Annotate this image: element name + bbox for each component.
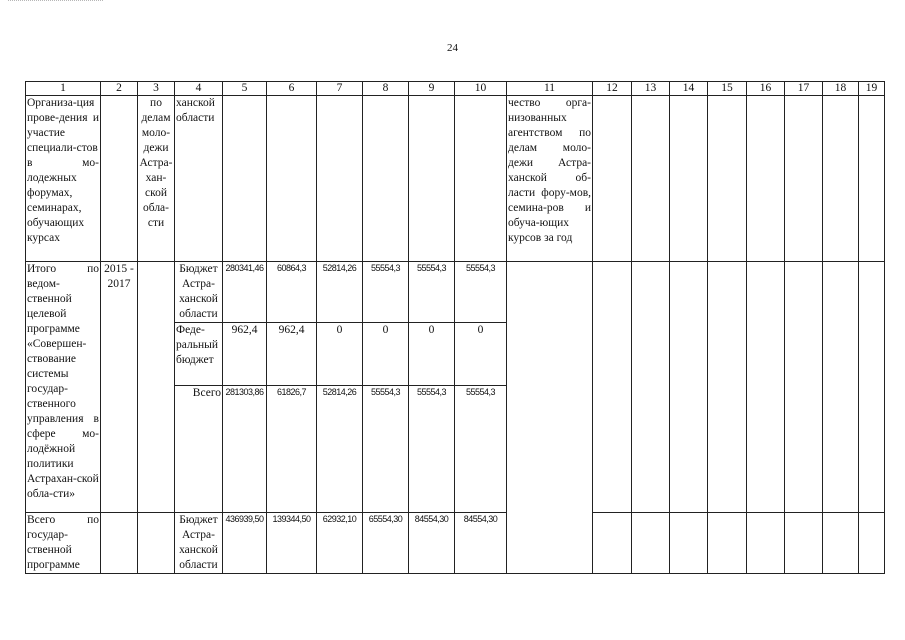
header-cell: 3	[138, 82, 175, 96]
amount-cell: 55554,3	[363, 262, 409, 323]
amount-cell: 0	[409, 323, 455, 386]
amount-cell: 436939,50	[223, 513, 267, 574]
header-cell: 10	[455, 82, 507, 96]
itogo-period-cell: 2015 - 2017	[101, 262, 138, 513]
table-row-forums	[26, 96, 885, 262]
amount-cell: 84554,30	[455, 513, 507, 574]
empty-cell	[823, 513, 859, 574]
amount-cell: 0	[363, 323, 409, 386]
budget-table	[25, 81, 885, 574]
amount-cell: 65554,30	[363, 513, 409, 574]
header-cell: 17	[785, 82, 823, 96]
empty-cell	[785, 262, 823, 513]
amount-cell: 962,4	[223, 323, 267, 386]
empty-cell	[708, 262, 747, 513]
empty-cell	[708, 513, 747, 574]
empty-cell	[363, 96, 409, 262]
empty-cell	[632, 513, 670, 574]
empty-cell	[632, 96, 670, 262]
header-cell: 11	[507, 82, 593, 96]
header-cell: 5	[223, 82, 267, 96]
itogo-name-cell: Итого по ведом-ственной целевой программе «Совершен-ствование системы государ-ственного управления в сфере мо-лодёжной политики Астрахан-ской обла-сти»	[26, 262, 101, 513]
empty-cell	[859, 513, 885, 574]
activity-name-cell: Организа-ция прове-дения и участие специали-стов в мо-лодежных форумах, семинарах, обучающих курсах	[26, 96, 101, 262]
header-cell: 8	[363, 82, 409, 96]
header-cell: 18	[823, 82, 859, 96]
header-cell: 19	[859, 82, 885, 96]
header-cell: 12	[593, 82, 632, 96]
empty-cell	[507, 262, 593, 574]
funding-source-cell: Всего	[175, 386, 223, 513]
amount-cell: 52814,26	[317, 386, 363, 513]
table-row-vsego	[26, 513, 885, 574]
amount-cell: 280341,46	[223, 262, 267, 323]
scan-artifact	[8, 0, 103, 5]
empty-cell	[593, 262, 632, 513]
amount-cell: 281303,86	[223, 386, 267, 513]
amount-cell: 62932,10	[317, 513, 363, 574]
amount-cell: 55554,3	[409, 262, 455, 323]
funding-source-cell: ханской области	[175, 96, 223, 262]
empty-cell	[670, 262, 708, 513]
empty-cell	[670, 513, 708, 574]
amount-cell: 0	[455, 323, 507, 386]
empty-cell	[138, 262, 175, 513]
empty-cell	[409, 96, 455, 262]
indicator-cell: чество орга-низованных агентством по делам моло-дежи Астра-ханской об-ласти фору-мов, семина-ров и обуча-ющих курсов за год	[507, 96, 593, 262]
header-cell: 6	[267, 82, 317, 96]
amount-cell: 0	[317, 323, 363, 386]
amount-cell: 55554,3	[363, 386, 409, 513]
empty-cell	[785, 513, 823, 574]
funding-source-cell: Бюджет Астра-ханской области	[175, 262, 223, 323]
amount-cell: 55554,3	[455, 386, 507, 513]
empty-cell	[632, 262, 670, 513]
vsego-name-cell: Всего по государ-ственной программе	[26, 513, 101, 574]
page-number: 24	[447, 42, 458, 54]
amount-cell: 962,4	[267, 323, 317, 386]
empty-cell	[747, 262, 785, 513]
empty-cell	[317, 96, 363, 262]
header-cell: 13	[632, 82, 670, 96]
funding-source-cell: Феде-ральный бюджет	[175, 323, 223, 386]
executor-cell: по делам моло-дежи Астра-хан-ской обла-сти	[138, 96, 175, 262]
header-row	[26, 82, 885, 96]
empty-cell	[593, 513, 632, 574]
empty-cell	[708, 96, 747, 262]
header-cell: 14	[670, 82, 708, 96]
funding-source-cell: Бюджет Астра-ханской области	[175, 513, 223, 574]
amount-cell: 55554,3	[455, 262, 507, 323]
amount-cell: 52814,26	[317, 262, 363, 323]
amount-cell: 61826,7	[267, 386, 317, 513]
header-cell: 2	[101, 82, 138, 96]
header-cell: 7	[317, 82, 363, 96]
empty-cell	[747, 513, 785, 574]
header-cell: 15	[708, 82, 747, 96]
empty-cell	[267, 96, 317, 262]
empty-cell	[859, 262, 885, 513]
table-row-itogo-regional	[26, 262, 885, 323]
empty-cell	[747, 96, 785, 262]
amount-cell: 55554,3	[409, 386, 455, 513]
empty-cell	[101, 96, 138, 262]
empty-cell	[593, 96, 632, 262]
empty-cell	[138, 513, 175, 574]
header-cell: 1	[26, 82, 101, 96]
empty-cell	[785, 96, 823, 262]
empty-cell	[823, 96, 859, 262]
amount-cell: 139344,50	[267, 513, 317, 574]
empty-cell	[223, 96, 267, 262]
amount-cell: 84554,30	[409, 513, 455, 574]
empty-cell	[859, 96, 885, 262]
empty-cell	[101, 513, 138, 574]
header-cell: 16	[747, 82, 785, 96]
empty-cell	[823, 262, 859, 513]
empty-cell	[670, 96, 708, 262]
amount-cell: 60864,3	[267, 262, 317, 323]
header-cell: 4	[175, 82, 223, 96]
header-cell: 9	[409, 82, 455, 96]
empty-cell	[455, 96, 507, 262]
